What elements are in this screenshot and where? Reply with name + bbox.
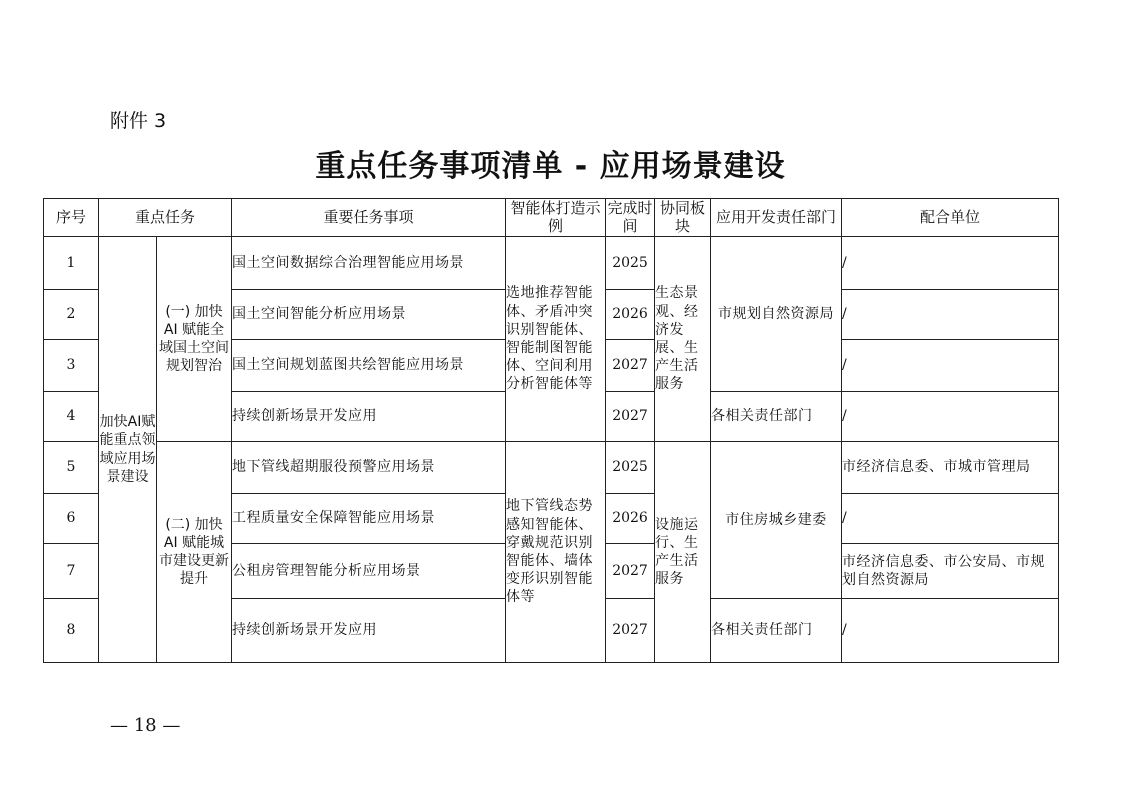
row-dept: 各相关责任部门 <box>711 392 842 442</box>
row-item: 地下管线超期服役预警应用场景 <box>232 442 506 494</box>
row-year: 2025 <box>606 442 655 494</box>
row-seq: 2 <box>44 290 99 340</box>
row-year: 2027 <box>606 544 655 599</box>
group-example: 选地推荐智能体、矛盾冲突识别智能体、智能制图智能体、空间利用分析智能体等 <box>506 237 606 442</box>
row-seq: 1 <box>44 237 99 290</box>
group-task: (二) 加快 AI 赋能城市建设更新提升 <box>157 442 232 663</box>
row-coop: / <box>842 392 1059 442</box>
group-task: (一) 加快 AI 赋能全域国土空间规划智治 <box>157 237 232 442</box>
header-item: 重要任务事项 <box>232 199 506 237</box>
row-item: 国土空间规划蓝图共绘智能应用场景 <box>232 340 506 392</box>
header-example: 智能体打造示例 <box>506 199 606 237</box>
row-year: 2025 <box>606 237 655 290</box>
task-table <box>43 198 1059 663</box>
row-coop: / <box>842 340 1059 392</box>
row-coop: / <box>842 599 1059 663</box>
row-coop: / <box>842 494 1059 544</box>
level1-task: 加快AI赋能重点领域应用场景建设 <box>99 237 157 663</box>
row-seq: 8 <box>44 599 99 663</box>
table-row <box>44 237 1059 290</box>
group-sector: 设施运行、生产生活服务 <box>655 442 711 663</box>
header-key-task: 重点任务 <box>99 199 232 237</box>
row-year: 2027 <box>606 392 655 442</box>
row-seq: 3 <box>44 340 99 392</box>
page-number: — 18 — <box>110 715 181 736</box>
row-coop: 市经济信息委、市公安局、市规划自然资源局 <box>842 544 1059 599</box>
group-dept: 市住房城乡建委 <box>711 442 842 599</box>
header-coop: 配合单位 <box>842 199 1059 237</box>
header-seq: 序号 <box>44 199 99 237</box>
header-dept: 应用开发责任部门 <box>711 199 842 237</box>
row-year: 2026 <box>606 494 655 544</box>
row-seq: 4 <box>44 392 99 442</box>
row-seq: 5 <box>44 442 99 494</box>
row-item: 持续创新场景开发应用 <box>232 392 506 442</box>
row-year: 2027 <box>606 340 655 392</box>
page-title: 重点任务事项清单 - 应用场景建设 <box>315 149 786 184</box>
row-coop: / <box>842 237 1059 290</box>
group-example: 地下管线态势感知智能体、穿戴规范识别智能体、墙体变形识别智能体等 <box>506 442 606 663</box>
row-coop: 市经济信息委、市城市管理局 <box>842 442 1059 494</box>
table-row <box>44 442 1059 494</box>
row-item: 工程质量安全保障智能应用场景 <box>232 494 506 544</box>
row-item: 国土空间数据综合治理智能应用场景 <box>232 237 506 290</box>
header-year: 完成时间 <box>607 199 653 235</box>
row-coop: / <box>842 290 1059 340</box>
row-year: 2027 <box>606 599 655 663</box>
row-item: 持续创新场景开发应用 <box>232 599 506 663</box>
header-sector: 协同板块 <box>655 199 711 237</box>
row-seq: 6 <box>44 494 99 544</box>
row-year: 2026 <box>606 290 655 340</box>
group-sector: 生态景观、经济发展、生产生活服务 <box>655 237 711 442</box>
header-row <box>44 199 1059 237</box>
row-seq: 7 <box>44 544 99 599</box>
attachment-label: 附件 3 <box>110 110 167 132</box>
row-item: 国土空间智能分析应用场景 <box>232 290 506 340</box>
row-dept: 各相关责任部门 <box>711 599 842 663</box>
row-item: 公租房管理智能分析应用场景 <box>232 544 506 599</box>
group-dept: 市规划自然资源局 <box>711 237 842 392</box>
